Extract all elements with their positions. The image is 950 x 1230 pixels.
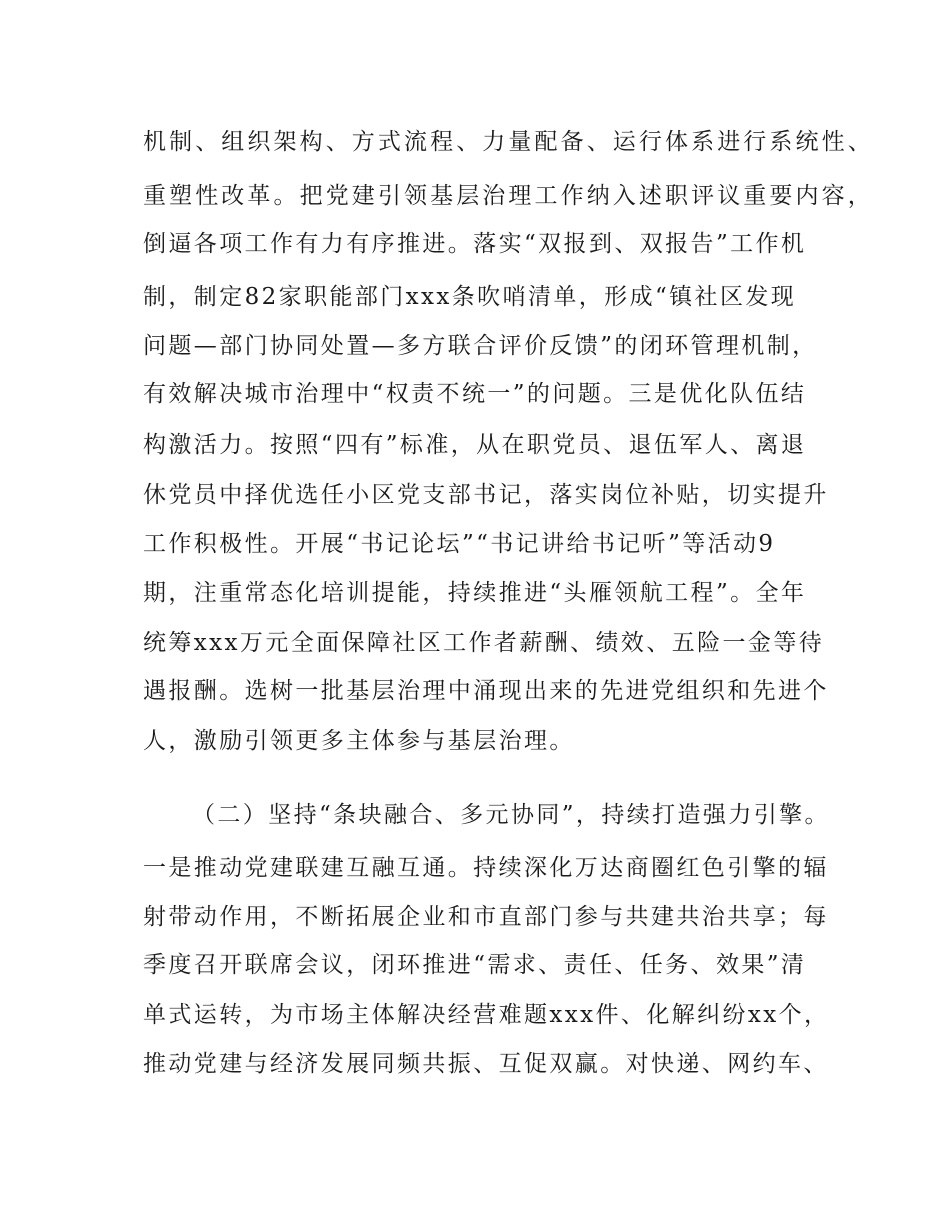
text-line: 构激活力。按照“四有”标准，从在职党员、退伍军人、离退 [143,432,807,458]
text-line: 重塑性改革。把党建引领基层治理工作纳入述职评议重要内容， [143,183,874,209]
text-line: 机制、组织架构、方式流程、力量配备、运行体系进行系统性、 [143,129,874,155]
text-line: 射带动作用，不断拓展企业和市直部门参与共建共治共享；每 [143,904,829,930]
text-line: 有效解决城市治理中“权责不统一”的问题。三是优化队伍结 [143,381,807,407]
text-line: 遇报酬。选树一批基层治理中涌现出来的先进党组织和先进个 [143,678,829,704]
text-line: 期，注重常态化培训提能，持续推进“头雁领航工程”。全年 [143,580,807,606]
text-line: 单式运转，为市场主体解决经营难题xxx件、化解纠纷xx个， [143,1002,830,1028]
text-line: 休党员中择优选任小区党支部书记，落实岗位补贴，切实提升 [143,482,829,508]
text-line: 季度召开联席会议，闭环推进“需求、责任、任务、效果”清 [143,952,807,978]
text-line: 制，制定82家职能部门xxx条吹哨清单，形成“镇社区发现 [143,284,797,310]
text-line: 问题—部门协同处置—多方联合评价反馈”的闭环管理机制， [143,333,818,359]
text-line: 倒逼各项工作有力有序推进。落实“双报到、双报告”工作机 [143,231,807,257]
text-line: 人，激励引领更多主体参与基层治理。 [143,728,575,754]
text-line: 一是推动党建联建互融互通。持续深化万达商圈红色引擎的辐 [143,855,829,881]
text-line: 推动党建与经济发展同频共振、互促双赢。对快递、网约车、 [143,1051,829,1077]
text-line: 工作积极性。开展“书记论坛”“书记讲给书记听”等活动9 [143,531,776,557]
section-heading-line: （二）坚持“条块融合、多元协同”，持续打造强力引擎。 [192,802,830,828]
text-line: 统筹xxx万元全面保障社区工作者薪酬、绩效、五险一金等待 [143,630,825,656]
